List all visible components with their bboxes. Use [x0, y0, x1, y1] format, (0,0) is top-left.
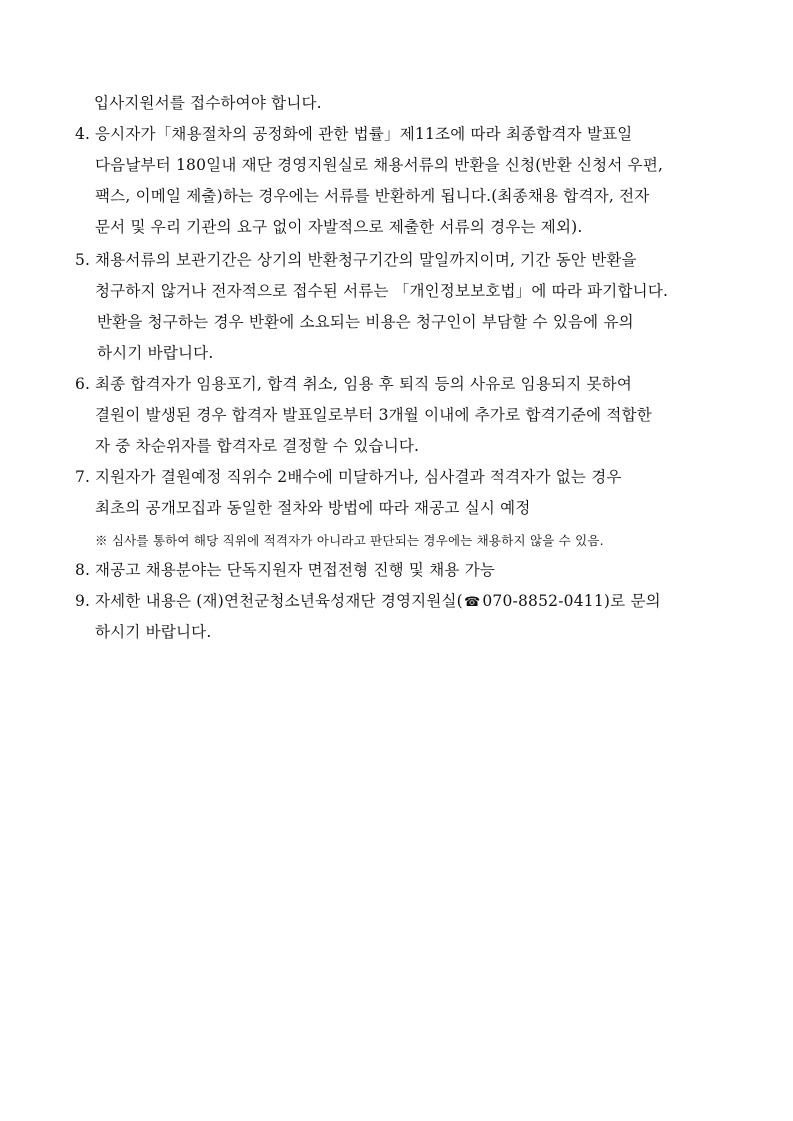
item5-text-1: 채용서류의 보관기간은 상기의 반환청구기간의 말일까지이며, 기간 동안 반환을 [95, 251, 637, 269]
item4-number: 4. [75, 125, 91, 143]
item4-line4: 문서 및 우리 기관의 요구 없이 자발적으로 제출한 서류의 경우는 제외). [95, 218, 583, 236]
item7-line1 [75, 467, 622, 487]
item5-line3: 반환을 청구하는 경우 반환에 소요되는 비용은 청구인이 부담할 수 있음에 유의 [97, 313, 634, 331]
item8-line1 [75, 560, 495, 580]
item9-number: 9. [75, 592, 91, 610]
item4-line2: 다음날부터 180일내 재단 경영지원실로 채용서류의 반환을 신청(반환 신청서 우편, [95, 156, 664, 174]
item5-number: 5. [75, 251, 91, 269]
item5-line2: 청구하지 않거나 전자적으로 접수된 서류는 「개인정보보호법」에 따라 파기합니다. [95, 282, 669, 300]
item4-text-1: 응시자가「채용절차의 공정화에 관한 법률」제11조에 따라 최종합격자 발표일 [95, 125, 633, 143]
item6-line2: 결원이 발생된 경우 합격자 발표일로부터 3개월 이내에 추가로 합격기준에 적합한 [95, 406, 652, 424]
item4-line3: 팩스, 이메일 제출)하는 경우에는 서류를 반환하게 됩니다.(최종채용 합격자, 전자 [95, 187, 650, 205]
item7-note: ※ 심사를 통하여 해당 직위에 적격자가 아니라고 판단되는 경우에는 채용하지 않을 수 있음. [95, 533, 604, 548]
item9-line2: 하시기 바랍니다. [95, 623, 212, 641]
item5-line4: 하시기 바랍니다. [97, 344, 214, 362]
item6-text-1: 최종 합격자가 임용포기, 합격 취소, 임용 후 퇴직 등의 사유로 임용되지 못하여 [95, 375, 633, 393]
item6-line3: 자 중 차순위자를 합격자로 결정할 수 있습니다. [95, 437, 420, 455]
item9-text-after: )로 문의 [603, 592, 661, 610]
item7-number: 7. [75, 468, 91, 486]
item9-phone-number: 070-8852-0411 [482, 592, 604, 610]
item8-text-1: 재공고 채용분야는 단독지원자 면접전형 진행 및 채용 가능 [95, 561, 496, 579]
item9-line1 [75, 591, 661, 613]
telephone-icon: ☎ [463, 595, 481, 610]
item8-number: 8. [75, 561, 91, 579]
item6-number: 6. [75, 375, 91, 393]
item3-continuation: 입사지원서를 접수하여야 합니다. [94, 94, 322, 112]
item7-text-1: 지원자가 결원예정 직위수 2배수에 미달하거나, 심사결과 적격자가 없는 경우 [95, 468, 622, 486]
item6-line1 [75, 374, 632, 394]
item9-text-before: 자세한 내용은 (재)연천군청소년육성재단 경영지원실( [95, 592, 463, 610]
item5-line1 [75, 250, 637, 270]
item4-line1 [75, 124, 632, 144]
item7-line2: 최초의 공개모집과 동일한 절차와 방법에 따라 재공고 실시 예정 [95, 499, 531, 517]
